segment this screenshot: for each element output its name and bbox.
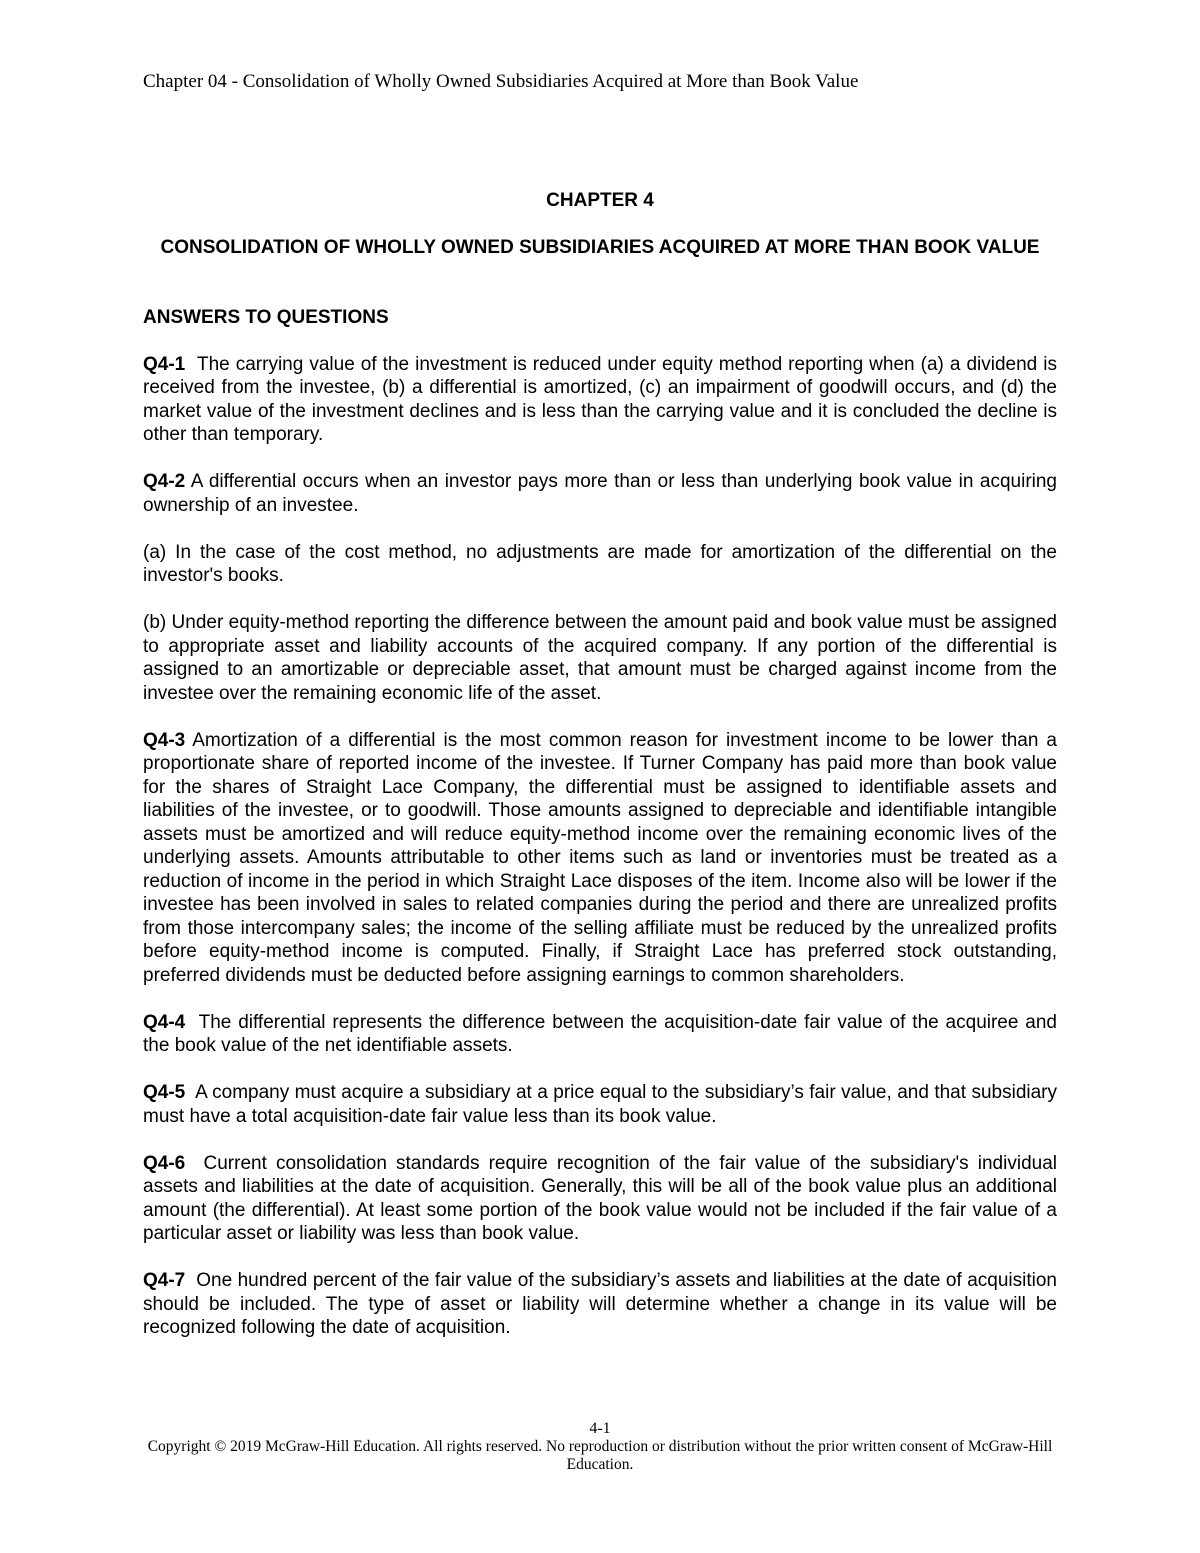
answer-q4-4 [143, 1011, 1057, 1058]
question-id: Q4-5 [143, 1082, 186, 1103]
answer-q4-2 [143, 470, 1057, 517]
page-footer [143, 1420, 1057, 1474]
section-heading: ANSWERS TO QUESTIONS [143, 307, 389, 328]
answer-text: (b) Under equity-method reporting the difference between the amount paid and book value must be assigned to appropriate asset and liability accounts of the acquired company. If any portion of the differential is assigned to an amortizable or depreciable asset, that amount must be charged against income from the investee over the remaining economic life of the asset. [143, 612, 1057, 704]
answer-q4-2-part-b [143, 611, 1057, 705]
page-number: 4-1 [589, 1420, 611, 1437]
copyright-notice: Copyright © 2019 McGraw-Hill Education. All rights reserved. No reproduction or distribution without the prior written consent of McGraw-Hill Education. [147, 1438, 1053, 1473]
question-id: Q4-3 [143, 729, 186, 751]
answer-text: The differential represents the difference between the acquisition-date fair value of the acquiree and the book value of the net identifiable assets. [143, 1011, 1057, 1056]
answer-q4-7 [143, 1269, 1057, 1340]
answer-q4-3 [143, 729, 1057, 988]
document-body [143, 306, 1057, 1363]
chapter-title: CHAPTER 4 [546, 190, 654, 211]
answer-text: One hundred percent of the fair value of the subsidiary’s assets and liabilities at the date of acquisition should be included. The type of asset or liability will determine whether a change in its value will be recognized following the date of acquisition. [143, 1270, 1057, 1338]
answer-text: (a) In the case of the cost method, no adjustments are made for amortization of the differential on the investor's books. [143, 541, 1057, 586]
answer-text: A differential occurs when an investor pays more than or less than underlying book value in acquiring ownership of an investee. [143, 471, 1058, 516]
answer-q4-5 [143, 1081, 1057, 1128]
question-id: Q4-2 [143, 471, 186, 492]
answer-text: Current consolidation standards require recognition of the fair value of the subsidiary's individual assets and liabilities at the date of acquisition. Generally, this will be all of the book value plus an additional amount (the differential). At least some portion of the book value would not be included if the fair value of a particular asset or liability was less than book value. [143, 1152, 1057, 1244]
question-id: Q4-7 [143, 1270, 186, 1291]
chapter-subtitle: CONSOLIDATION OF WHOLLY OWNED SUBSIDIARIES ACQUIRED AT MORE THAN BOOK VALUE [160, 237, 1040, 258]
answer-q4-2-part-a [143, 541, 1057, 588]
answer-q4-1 [143, 353, 1057, 447]
answer-q4-6 [143, 1152, 1057, 1246]
question-id: Q4-4 [143, 1011, 186, 1033]
running-header: Chapter 04 - Consolidation of Wholly Owned Subsidiaries Acquired at More than Book Value [143, 71, 859, 92]
question-id: Q4-1 [143, 353, 186, 375]
answer-text: A company must acquire a subsidiary at a price equal to the subsidiary’s fair value, and that subsidiary must have a total acquisition-date fair value less than its book value. [143, 1082, 1057, 1127]
answer-text: Amortization of a differential is the most common reason for investment income to be lower than a proportionate share of reported income of the investee. If Turner Company has paid more than book value for the shares of Straight Lace Company, the differential must be assigned to identifiable assets and liabilities of the investee, or to goodwill. Those amounts assigned to depreciable and identifiable intangible assets must be amortized and will reduce equity-method income over the remaining economic lives of the underlying assets. Amounts attributable to other items such as land or inventories must be treated as a reduction of income in the period in which Straight Lace disposes of the item. Income also will be lower if the investee has been involved in sales to related companies during the period and there are unrealized profits from those intercompany sales; the income of the selling affiliate must be reduced by the unrealized profits before equity-method income is computed. Finally, if Straight Lace has preferred stock outstanding, preferred dividends must be deducted before assigning earnings to common shareholders. [143, 729, 1057, 986]
question-id: Q4-6 [143, 1152, 186, 1174]
answer-text: The carrying value of the investment is reduced under equity method reporting when (a) a dividend is received from the investee, (b) a differential is amortized, (c) an impairment of goodwill occurs, and (d) the market value of the investment declines and is less than the carrying value and it is concluded the decline is other than temporary. [143, 353, 1057, 445]
